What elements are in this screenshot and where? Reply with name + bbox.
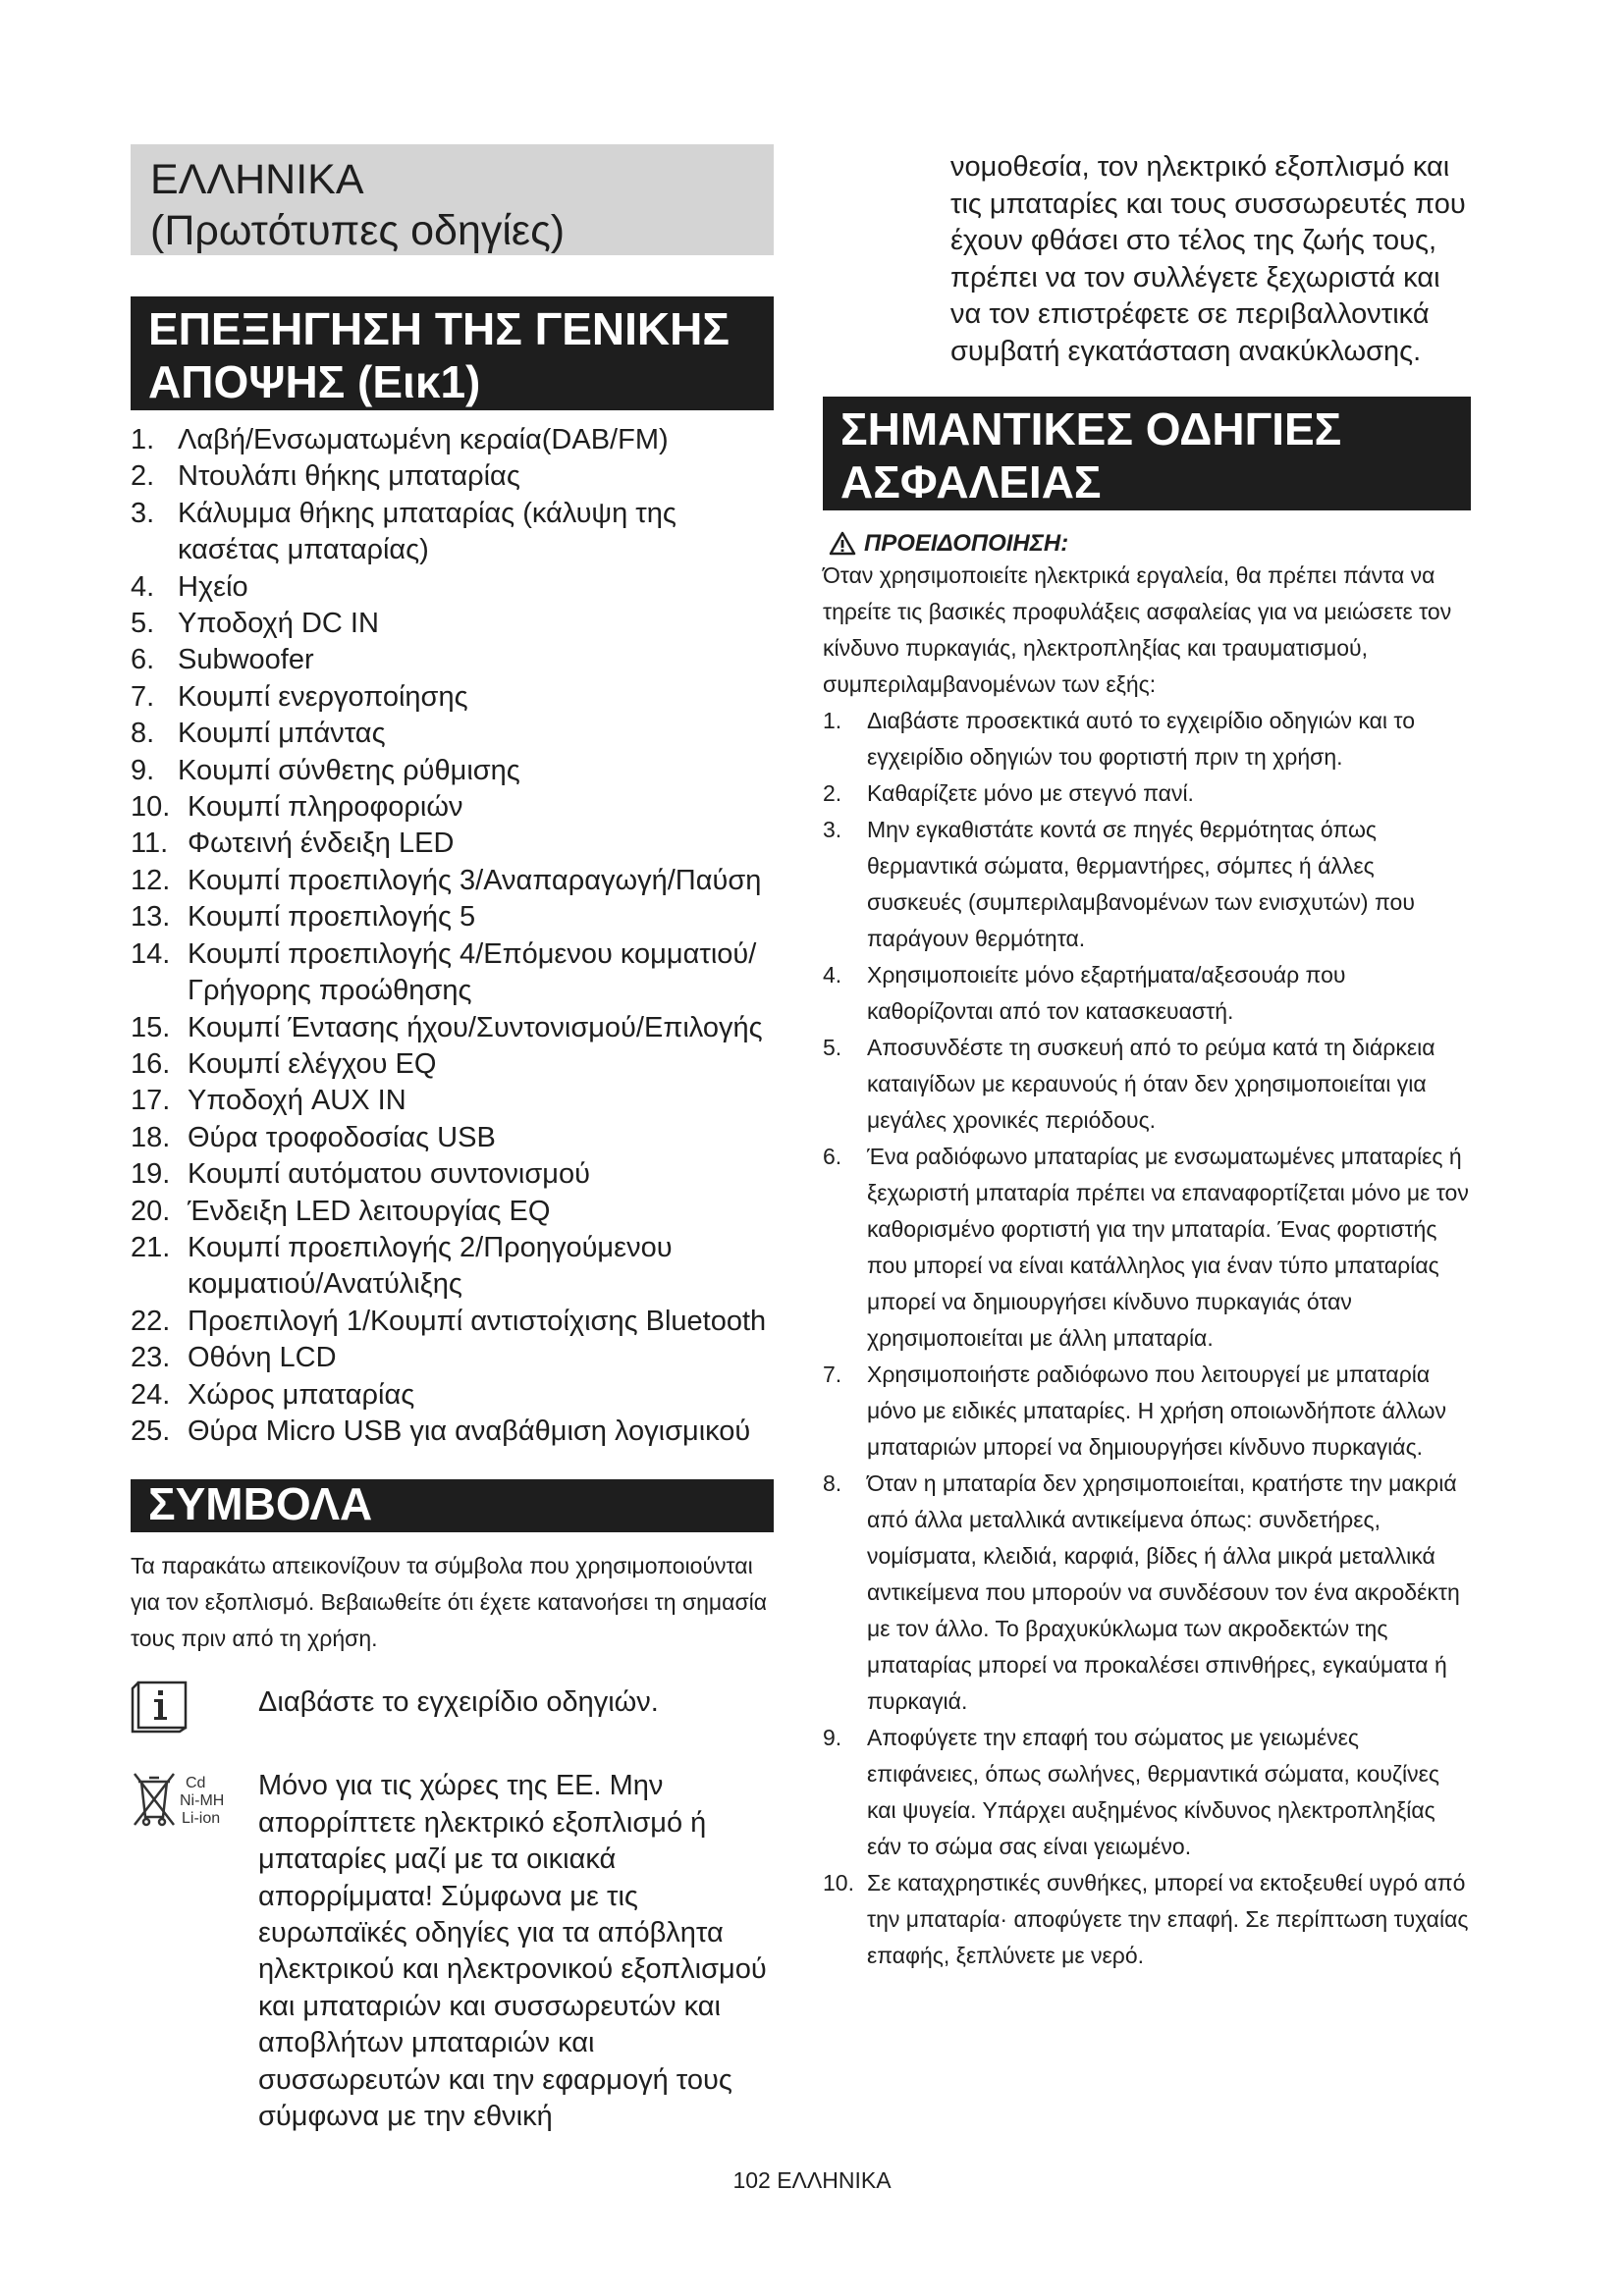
overview-item-number: 9. [131, 754, 155, 786]
safety-item-number: 9. [823, 1724, 842, 1750]
overview-item-text: Κουμπί προεπιλογής 5 [188, 901, 476, 934]
overview-item [131, 863, 774, 899]
overview-item-text: Λαβή/Ενσωματωμένη κεραία(DAB/FM) [178, 424, 669, 455]
overview-item-text: Υποδοχή AUX IN [188, 1085, 406, 1117]
safety-item-number: 2. [823, 779, 842, 806]
overview-item [131, 753, 774, 789]
symbol-row-manual [131, 1677, 774, 1738]
overview-item-text: Κουμπί προεπιλογής 3/Αναπαραγωγή/Παύση [188, 864, 762, 896]
overview-item-text: Θύρα τροφοδοσίας USB [188, 1121, 496, 1153]
overview-parts-list [131, 422, 774, 1450]
manual-info-icon [131, 1677, 258, 1738]
overview-item [131, 1414, 774, 1450]
weee-label-liion: Li-ion [182, 1810, 221, 1828]
overview-heading-line1: ΕΠΕΞΗΓΗΣΗ ΤΗΣ ΓΕΝΙΚΗΣ [148, 303, 730, 354]
safety-item [823, 812, 1471, 957]
overview-item-number: 21. [131, 1231, 171, 1263]
overview-item-text: Κουμπί αυτόματου συντονισμού [188, 1158, 590, 1191]
safety-item-text: Αποσυνδέστε τη συσκευή από το ρεύμα κατά τη διάρκεια καταιγίδων με κεραυνούς ή όταν δεν χρησιμοποιείται για μεγάλες χρονικές περιόδους. [867, 1034, 1435, 1133]
overview-item-text: Κουμπί προεπιλογής 4/Επόμενου κομματιού/ Γρήγορης προώθησης [188, 937, 757, 1007]
overview-item [131, 936, 774, 1010]
safety-item [823, 1030, 1471, 1139]
overview-item-number: 3. [131, 497, 155, 529]
warning-title [823, 530, 1471, 558]
safety-item [823, 1720, 1471, 1865]
overview-item [131, 458, 774, 495]
overview-item-text: Φωτεινή ένδειξη LED [188, 828, 455, 860]
overview-item [131, 789, 774, 826]
overview-item-text: Ντουλάπι θήκης μπαταρίας [178, 460, 520, 493]
page-footer: 102 ΕΛΛΗΝΙΚΑ [732, 2167, 892, 2193]
overview-item-text: Κουμπί σύνθετης ρύθμισης [178, 754, 520, 786]
safety-item-text: Χρησιμοποιήστε ραδιόφωνο που λειτουργεί με μπαταρία μόνο με ειδικές μπαταρίες. Η χρήση οποιωνδήποτε άλλων μπαταριών μπορεί να δημιουργήσει κίνδυνο πυρκαγιάς. [867, 1361, 1447, 1460]
overview-heading-line2: ΑΠΟΨΗΣ (Εικ1) [148, 356, 481, 407]
overview-item-number: 2. [131, 460, 155, 493]
safety-item-text: Καθαρίζετε μόνο με στεγνό πανί. [867, 779, 1194, 806]
warning-triangle-icon [829, 531, 856, 556]
overview-item-text: Ένδειξη LED λειτουργίας EQ [188, 1195, 551, 1227]
overview-item-number: 15. [131, 1011, 171, 1043]
symbols-heading [131, 1479, 774, 1532]
overview-item [131, 569, 774, 606]
overview-item-number: 14. [131, 937, 171, 970]
right-column [823, 144, 1471, 1974]
overview-item [131, 1194, 774, 1230]
safety-item-text: Διαβάστε προσεκτικά αυτό το εγχειρίδιο οδηγιών και το εγχειρίδιο οδηγιών του φορτιστή πριν τη χρήση. [867, 707, 1415, 770]
overview-item [131, 642, 774, 678]
overview-item [131, 1010, 774, 1046]
overview-item [131, 1377, 774, 1414]
overview-item-number: 12. [131, 864, 171, 896]
weee-continued-text: νομοθεσία, τον ηλεκτρικό εξοπλισμό και τις μπαταρίες και τους συσσωρευτές που έχουν φθάσει στο τέλος της ζωής τους, πρέπει να τον συλλέγετε ξεχωριστά και να τον επιστρέφετε σε περιβαλλοντικά συμβατή εγκατάσταση ανακύκλωσης. [950, 151, 1466, 367]
overview-item-text: Κουμπί ενεργοποίησης [178, 680, 468, 713]
safety-item-text: Αποφύγετε την επαφή του σώματος με γειωμένες επιφάνειες, όπως σωλήνες, θερμαντικά σώματα, κουζίνες και ψυγεία. Υπάρχει αυξημένος κίνδυνος ηλεκτροπληξίας εάν το σώμα σας είναι γειωμένο. [867, 1724, 1439, 1859]
overview-item-number: 13. [131, 901, 171, 934]
safety-item-text: Ένα ραδιόφωνο μπαταρίας με ενσωματωμένες μπαταρίες ή ξεχωριστή μπαταρία πρέπει να επαναφορτίζεται μόνο με τον καθορισμένο φορτιστή για την μπαταρία. Ένας φορτιστής που μπορεί να είναι κατάλληλος για έναν τύπο μπαταρίας μπορεί να δημιουργήσει κίνδυνο πυρκαγιάς όταν χρησιμοποιείται με άλλη μπαταρία. [867, 1143, 1469, 1351]
warning-label: ΠΡΟΕΙΔΟΠΟΙΗΣΗ: [864, 529, 1069, 557]
overview-item [131, 1304, 774, 1340]
safety-item [823, 1865, 1471, 1974]
safety-item [823, 703, 1471, 775]
overview-item-text: Χώρος μπαταρίας [188, 1378, 415, 1411]
safety-item-text: Όταν η μπαταρία δεν χρησιμοποιείται, κρατήστε την μακριά από άλλα μεταλλικά αντικείμενα όπως: συνδετήρες, νομίσματα, κλειδιά, καρφιά, βίδες ή άλλα μικρά μεταλλικά αντικείμενα που μπορούν να συνδέσουν τον ένα ακροδέκτη με τον άλλο. Το βραχυκύκλωμα των ακροδεκτών της μπαταρίας μπορεί να προκαλέσει σπινθήρες, εγκαύματα ή πυρκαγιά. [867, 1469, 1460, 1714]
overview-item-number: 17. [131, 1085, 171, 1117]
safety-item-text: Μην εγκαθιστάτε κοντά σε πηγές θερμότητας όπως θερμαντικά σώματα, θερμαντήρες, σόμπες ή άλλες συσκευές (συμπεριλαμβανομένων των ενισχυτών) που παράγουν θερμότητα. [867, 816, 1415, 951]
overview-item [131, 716, 774, 752]
overview-item-number: 1. [131, 424, 155, 455]
overview-item-text: Κουμπί μπάντας [178, 718, 386, 750]
weee-label-nimh: Ni-MH [180, 1792, 225, 1810]
language-title-box [131, 144, 774, 255]
safety-item-number: 4. [823, 961, 842, 988]
overview-item-number: 24. [131, 1378, 171, 1411]
crossed-bin-icon [131, 1768, 258, 2135]
overview-item [131, 1046, 774, 1083]
overview-item [131, 1340, 774, 1376]
overview-item-number: 18. [131, 1121, 171, 1153]
overview-heading [131, 296, 774, 410]
overview-item-number: 5. [131, 608, 155, 640]
overview-item [131, 1230, 774, 1304]
safety-heading-line2: ΑΣΦΑΛΕΙΑΣ [840, 455, 1102, 507]
overview-item-number: 4. [131, 570, 155, 603]
safety-item-number: 6. [823, 1143, 842, 1169]
overview-item-text: Προεπιλογή 1/Κουμπί αντιστοίχισης Bluetooth [188, 1305, 767, 1337]
safety-item-text: Χρησιμοποιείτε μόνο εξαρτήματα/αξεσουάρ που καθορίζονται από τον κατασκευαστή. [867, 961, 1346, 1024]
overview-item-number: 8. [131, 718, 155, 750]
overview-item [131, 679, 774, 716]
overview-item [131, 422, 774, 458]
overview-item [131, 496, 774, 569]
language-subtitle: (Πρωτότυπες οδηγίες) [150, 207, 566, 254]
overview-item-number: 25. [131, 1415, 171, 1447]
safety-item [823, 957, 1471, 1030]
safety-item [823, 1466, 1471, 1720]
overview-item [131, 899, 774, 935]
overview-item-text: Υποδοχή DC IN [178, 608, 379, 640]
symbols-heading-text: ΣΥΜΒΟΛΑ [148, 1478, 373, 1530]
safety-item-text: Σε καταχρηστικές συνθήκες, μπορεί να εκτοξευθεί υγρό από την μπαταρία· αποφύγετε την επαφή. Σε περίπτωση τυχαίας επαφής, ξεπλύνετε με νερό. [867, 1869, 1469, 1968]
overview-item-text: Κάλυμμα θήκης μπαταρίας (κάλυψη της κασέτας μπαταρίας) [178, 497, 677, 566]
safety-item-number: 1. [823, 707, 842, 733]
weee-label-cd: Cd [186, 1775, 206, 1792]
overview-item-number: 7. [131, 680, 155, 713]
overview-item-number: 22. [131, 1305, 171, 1337]
symbols-intro: Τα παρακάτω απεικονίζουν τα σύμβολα που χρησιμοποιούνται για τον εξοπλισμό. Βεβαιωθείτε ότι έχετε κατανοήσει τη σημασία τους πριν από τη χρήση. [131, 1553, 768, 1652]
overview-item-number: 16. [131, 1047, 171, 1080]
overview-item-text: Κουμπί Έντασης ήχου/Συντονισμού/Επιλογής [188, 1011, 763, 1043]
safety-item-number: 5. [823, 1034, 842, 1060]
overview-item-text: Subwoofer [178, 644, 314, 676]
safety-item [823, 1139, 1471, 1357]
overview-item-text: Ηχείο [178, 570, 248, 603]
overview-item [131, 1083, 774, 1119]
safety-item-number: 8. [823, 1469, 842, 1496]
warning-intro: Όταν χρησιμοποιείτε ηλεκτρικά εργαλεία, θα πρέπει πάντα να τηρείτε τις βασικές προφυλάξεις ασφαλείας για να μειώσετε τον κίνδυνο πυρκαγιάς, ηλεκτροπληξίας και τραυματισμού, συμπεριλαμβανομένων των εξής: [823, 561, 1452, 697]
safety-item [823, 775, 1471, 812]
overview-item-number: 11. [131, 828, 169, 860]
overview-item-text: Θύρα Micro USB για αναβάθμιση λογισμικού [188, 1415, 751, 1447]
language-title: ΕΛΛΗΝΙΚΑ [150, 156, 364, 203]
overview-item-text: Οθόνη LCD [188, 1342, 337, 1374]
weee-symbol-text: Μόνο για τις χώρες της ΕΕ. Μην απορρίπτετε ηλεκτρικό εξοπλισμό ή μπαταρίες μαζί με τα οικιακά απορρίμματα! Σύμφωνα με τις ευρωπαϊκές οδηγίες για τα απόβλητα ηλεκτρικού και ηλεκτρονικού εξοπλισμού και μπαταριών και συσσωρευτών και αποβλήτων μπαταριών και συσσωρευτών και την εφαρμογή τους σύμφωνα με την εθνική [258, 1770, 767, 2133]
overview-item-number: 19. [131, 1158, 171, 1191]
safety-heading-line1: ΣΗΜΑΝΤΙΚΕΣ ΟΔΗΓΙΕΣ [840, 402, 1342, 454]
overview-item-text: Κουμπί προεπιλογής 2/Προηγούμενου κομματιού/Ανατύλιξης [188, 1231, 673, 1301]
symbol-row-weee [131, 1768, 774, 2135]
overview-item [131, 1120, 774, 1156]
safety-item-number: 7. [823, 1361, 842, 1387]
overview-item [131, 1156, 774, 1193]
manual-symbol-text: Διαβάστε το εγχειρίδιο οδηγιών. [258, 1686, 659, 1719]
safety-item-number: 3. [823, 816, 842, 842]
overview-item [131, 606, 774, 642]
safety-item-number: 10. [823, 1869, 854, 1896]
overview-item-number: 23. [131, 1342, 171, 1374]
overview-item-number: 10. [131, 791, 171, 824]
overview-item-number: 20. [131, 1195, 171, 1227]
overview-item-number: 6. [131, 644, 155, 676]
overview-item [131, 826, 774, 862]
overview-item-text: Κουμπί ελέγχου EQ [188, 1047, 437, 1080]
safety-list [823, 703, 1471, 1974]
safety-item [823, 1357, 1471, 1466]
left-column [131, 144, 774, 2135]
safety-heading [823, 397, 1471, 510]
overview-item-text: Κουμπί πληροφοριών [188, 791, 463, 824]
